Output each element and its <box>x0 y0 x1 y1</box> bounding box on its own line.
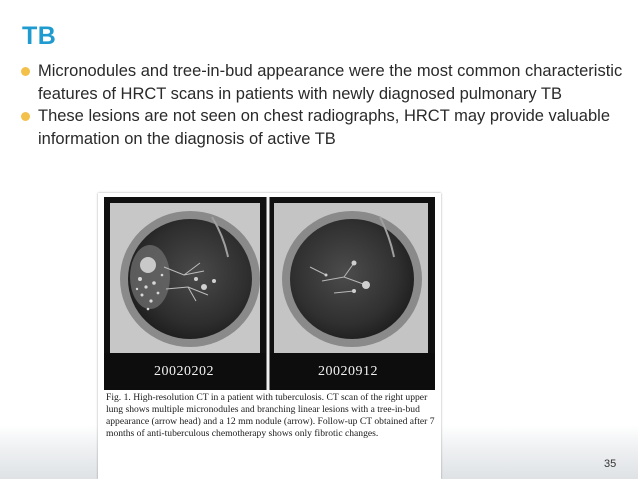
ct-scan-before <box>104 197 266 390</box>
ct-date-before: 20020202 <box>154 364 214 379</box>
figure <box>98 193 441 479</box>
bullet-text: These lesions are not seen on chest radiographs, HRCT may provide valuable information on the diagnosis of active TB <box>38 107 611 148</box>
ct-scan-followup <box>270 197 435 390</box>
page-number: 35 <box>604 458 617 470</box>
bullet-dot-icon <box>21 112 30 121</box>
bullet-item <box>20 60 625 105</box>
bullet-item <box>20 105 625 150</box>
ct-date-followup: 20020912 <box>318 364 378 379</box>
ct-scan-image-pair <box>104 197 435 390</box>
bullet-dot-icon <box>21 67 30 76</box>
bullet-text: Micronodules and tree-in-bud appearance were the most common characteristic features of HRCT scans in patients with newly diagnosed pulmonary TB <box>38 62 623 103</box>
bullet-list <box>20 60 625 150</box>
figure-caption: Fig. 1. High-resolution CT in a patient with tuberculosis. CT scan of the right upper lung shows multiple micronodules and branching linear lesions with a tree-in-bud appearance (arrow head) and a 12 mm nodule (arrow). Follow-up CT obtained after 7 months of anti-tuberculous chemotherapy shows only fibrotic changes. <box>106 392 435 440</box>
slide-title: TB <box>22 22 57 50</box>
